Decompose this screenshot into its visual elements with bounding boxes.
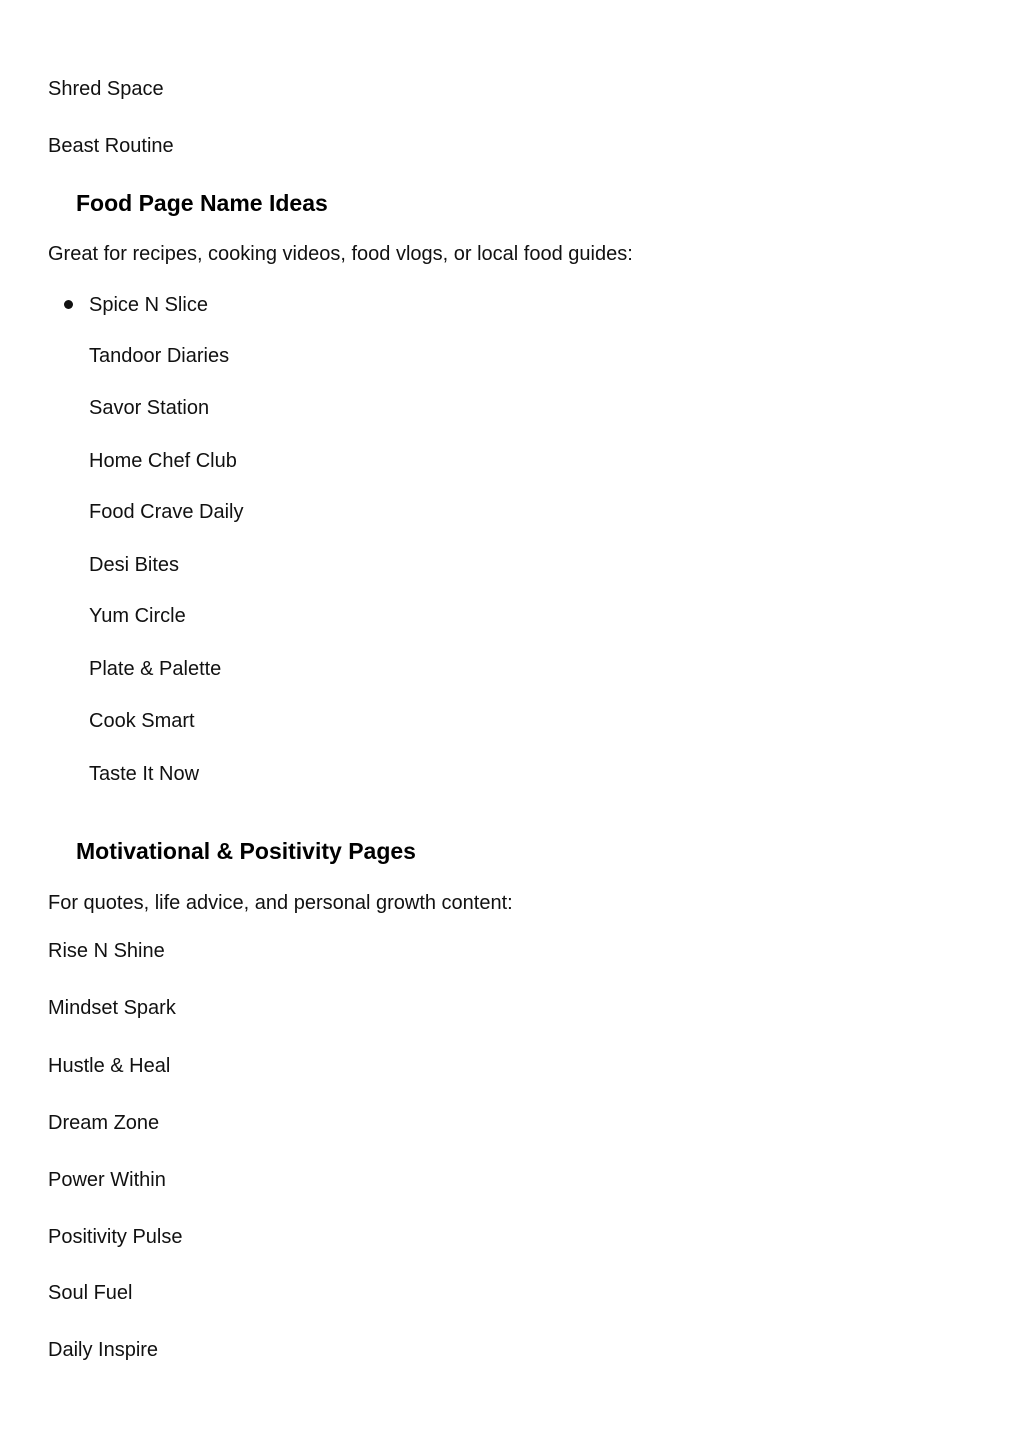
motivation-list-item: Dream Zone — [48, 1112, 160, 1134]
food-list-item: Tandoor Diaries — [89, 345, 230, 367]
food-list-item: Desi Bites — [89, 554, 180, 576]
motivation-section-intro: For quotes, life advice, and personal growth content: — [48, 892, 513, 914]
food-list-item: Taste It Now — [89, 763, 200, 785]
motivation-list-item: Positivity Pulse — [48, 1226, 183, 1248]
top-list-item: Beast Routine — [48, 135, 174, 157]
motivation-list-item: Rise N Shine — [48, 940, 165, 962]
motivation-section-heading: Motivational & Positivity Pages — [76, 838, 416, 864]
food-list-item: Food Crave Daily — [89, 501, 244, 523]
bullet-icon — [64, 300, 73, 309]
motivation-list-item: Power Within — [48, 1169, 166, 1191]
food-list-item: Yum Circle — [89, 605, 186, 627]
food-list-item: Home Chef Club — [89, 450, 237, 472]
food-list-item: Savor Station — [89, 397, 210, 419]
food-list-item: Spice N Slice — [89, 294, 208, 316]
food-section-heading: Food Page Name Ideas — [76, 190, 328, 216]
food-list-item: Plate & Palette — [89, 658, 222, 680]
motivation-list-item: Soul Fuel — [48, 1282, 133, 1304]
motivation-list-item: Daily Inspire — [48, 1339, 159, 1361]
food-list-item: Cook Smart — [89, 710, 195, 732]
food-section-intro: Great for recipes, cooking videos, food vlogs, or local food guides: — [48, 243, 633, 265]
motivation-list-item: Mindset Spark — [48, 997, 176, 1019]
motivation-list-item: Hustle & Heal — [48, 1055, 171, 1077]
top-list-item: Shred Space — [48, 78, 164, 100]
